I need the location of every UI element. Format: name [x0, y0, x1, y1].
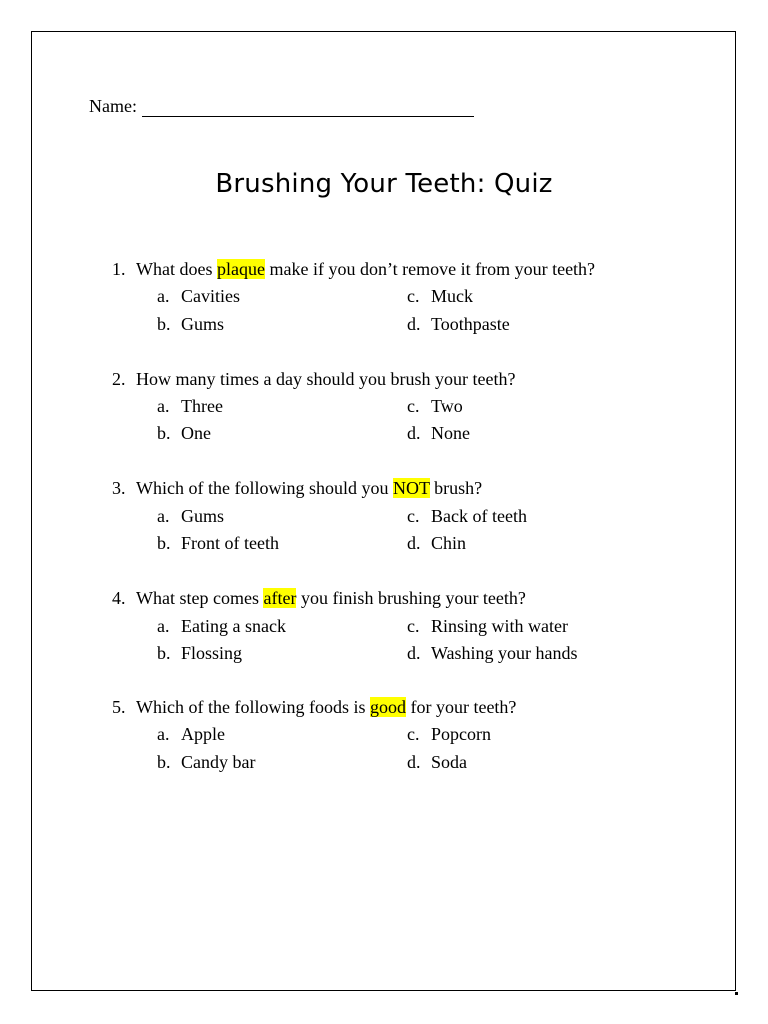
option-c[interactable]	[407, 505, 527, 527]
option-c[interactable]	[407, 285, 473, 307]
option-c[interactable]	[407, 723, 491, 745]
option-text: Eating a snack	[181, 616, 286, 636]
option-letter: d.	[407, 314, 421, 334]
option-text: Toothpaste	[431, 314, 510, 334]
question-text	[112, 696, 516, 718]
option-text: Candy bar	[181, 752, 256, 772]
option-letter: a.	[157, 286, 170, 306]
option-letter: a.	[157, 724, 170, 744]
option-text: Flossing	[181, 643, 243, 663]
option-text: One	[181, 423, 211, 443]
option-letter: b.	[157, 533, 171, 553]
page-corner-mark	[735, 992, 738, 995]
option-c[interactable]	[407, 395, 463, 417]
highlighted-keyword: good	[369, 697, 406, 717]
question-text-part: brush?	[429, 478, 483, 498]
option-letter: c.	[407, 506, 420, 526]
option-text: Gums	[181, 314, 225, 334]
question-text-part: What does	[136, 259, 217, 279]
question-text-part: How many times a day should you brush your teeth?	[136, 369, 516, 389]
option-a[interactable]	[157, 505, 224, 527]
option-text: Cavities	[181, 286, 240, 306]
option-text: Back of teeth	[431, 506, 527, 526]
option-d[interactable]	[407, 313, 510, 335]
highlighted-keyword: NOT	[392, 478, 430, 498]
option-letter: a.	[157, 506, 170, 526]
option-letter: b.	[157, 314, 171, 334]
option-text: Soda	[431, 752, 467, 772]
option-b[interactable]	[157, 422, 211, 444]
option-letter: d.	[407, 752, 421, 772]
option-a[interactable]	[157, 395, 223, 417]
quiz-title: Brushing Your Teeth: Quiz	[215, 169, 553, 199]
option-c[interactable]	[407, 615, 568, 637]
question-number: 5.	[112, 697, 126, 717]
option-letter: b.	[157, 643, 171, 663]
question-text-part: What step comes	[136, 588, 264, 608]
question-text-part: make if you don’t remove it from your teeth?	[264, 259, 596, 279]
option-d[interactable]	[407, 642, 578, 664]
name-label: Name:	[89, 96, 137, 116]
option-a[interactable]	[157, 285, 240, 307]
question-number: 4.	[112, 588, 126, 608]
question-text-part: you finish brushing your teeth?	[296, 588, 526, 608]
option-b[interactable]	[157, 751, 255, 773]
question-text-part: Which of the following foods is	[136, 697, 370, 717]
option-a[interactable]	[157, 615, 286, 637]
name-blank-line[interactable]	[142, 98, 474, 117]
option-letter: b.	[157, 752, 171, 772]
option-letter: d.	[407, 643, 421, 663]
option-text: Washing your hands	[431, 643, 578, 663]
option-letter: a.	[157, 616, 170, 636]
highlighted-keyword: after	[263, 588, 297, 608]
option-letter: c.	[407, 396, 420, 416]
option-a[interactable]	[157, 723, 225, 745]
question-number: 2.	[112, 369, 126, 389]
option-d[interactable]	[407, 532, 466, 554]
option-text: Muck	[431, 286, 473, 306]
question-text	[112, 368, 515, 390]
option-d[interactable]	[407, 751, 467, 773]
option-text: Two	[431, 396, 463, 416]
option-text: Rinsing with water	[431, 616, 568, 636]
option-letter: a.	[157, 396, 170, 416]
option-text: None	[431, 423, 470, 443]
option-letter: c.	[407, 724, 420, 744]
question-number: 3.	[112, 478, 126, 498]
option-text: Chin	[431, 533, 467, 553]
question-text-part: for your teeth?	[405, 697, 517, 717]
option-letter: d.	[407, 533, 421, 553]
question-text	[112, 258, 595, 280]
option-letter: d.	[407, 423, 421, 443]
option-letter: c.	[407, 616, 420, 636]
option-text: Gums	[181, 506, 225, 526]
option-b[interactable]	[157, 313, 224, 335]
option-text: Three	[181, 396, 223, 416]
name-field	[89, 96, 474, 117]
option-letter: c.	[407, 286, 420, 306]
option-letter: b.	[157, 423, 171, 443]
option-text: Popcorn	[431, 724, 491, 744]
question-text-part: Which of the following should you	[136, 478, 393, 498]
question-text	[112, 587, 526, 609]
option-text: Front of teeth	[181, 533, 279, 553]
highlighted-keyword: plaque	[216, 259, 265, 279]
option-b[interactable]	[157, 642, 242, 664]
question-number: 1.	[112, 259, 126, 279]
option-b[interactable]	[157, 532, 279, 554]
question-text	[112, 477, 482, 499]
option-d[interactable]	[407, 422, 470, 444]
option-text: Apple	[181, 724, 225, 744]
